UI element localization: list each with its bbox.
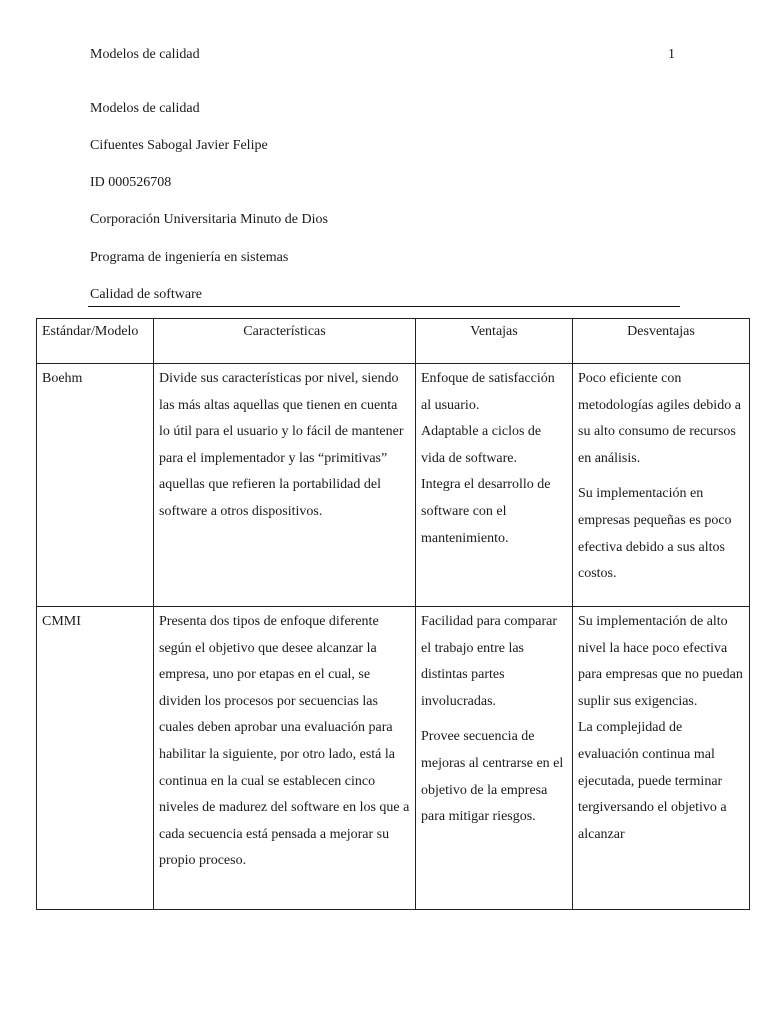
advantage-item: Enfoque de satisfacción al usuario. (421, 371, 555, 413)
header-disadvantages: Desventajas (573, 319, 750, 364)
institution-name: Corporación Universitaria Minuto de Dios (90, 212, 328, 227)
model-cell: CMMI (37, 607, 154, 910)
disadvantage-item: La complejidad de evaluación continua mal ejecutada, puede terminar tergiversando el objetivo a alcanzar (578, 720, 727, 842)
header-model: Estándar/Modelo (37, 319, 154, 364)
disadvantage-item: Poco eficiente con metodologías agiles debido a su alto consumo de recursos en análisis. (578, 371, 741, 466)
advantages-cell (416, 364, 573, 607)
disadvantage-item: Su implementación en empresas pequeñas es poco efectiva debido a sus altos costos. (578, 486, 732, 582)
advantages-cell (416, 607, 573, 910)
advantage-item: Facilidad para comparar el trabajo entre las distintas partes involucradas. (421, 614, 558, 709)
student-id: ID 000526708 (90, 175, 172, 190)
header-advantages: Ventajas (416, 319, 573, 364)
document-title: Modelos de calidad (90, 101, 200, 116)
table-row (37, 607, 750, 910)
advantage-item: Integra el desarrollo de software con el mantenimiento. (421, 477, 551, 546)
disadvantages-cell (573, 364, 750, 607)
model-cell: Boehm (37, 364, 154, 607)
characteristics-cell: Divide sus características por nivel, siendo las más altas aquellas que tienen en cuenta lo útil para el usuario y lo fácil de mantener para el implementador y las “primitivas” aquellas que refieren la portabilidad del software a otros dispositivos. (154, 364, 416, 607)
table-header-row (37, 319, 750, 364)
program-name: Programa de ingeniería en sistemas (90, 250, 289, 265)
table-row (37, 364, 750, 607)
header-characteristics: Características (154, 319, 416, 364)
page-number: 1 (668, 47, 675, 62)
advantage-item: Adaptable a ciclos de vida de software. (421, 424, 542, 466)
advantage-item: Provee secuencia de mejoras al centrarse en el objetivo de la empresa para mitigar riesgos. (421, 729, 564, 825)
author-name: Cifuentes Sabogal Javier Felipe (90, 138, 268, 153)
running-head: Modelos de calidad (90, 47, 200, 62)
title-divider (88, 306, 680, 307)
characteristics-cell: Presenta dos tipos de enfoque diferente según el objetivo que desee alcanzar la empresa, uno por etapas en el cual, se dividen los procesos por secuencias las cuales deben aprobar una evaluación para habilitar la siguiente, por otro lado, está la continua en la cual se establecen cinco niveles de madurez del software en los que a cada secuencia está pensada a mejorar su propio proceso. (154, 607, 416, 910)
disadvantage-item: Su implementación de alto nivel la hace poco efectiva para empresas que no puedan suplir sus exigencias. (578, 614, 743, 709)
course-name: Calidad de software (90, 287, 202, 302)
disadvantages-cell (573, 607, 750, 910)
quality-models-table (36, 318, 750, 910)
